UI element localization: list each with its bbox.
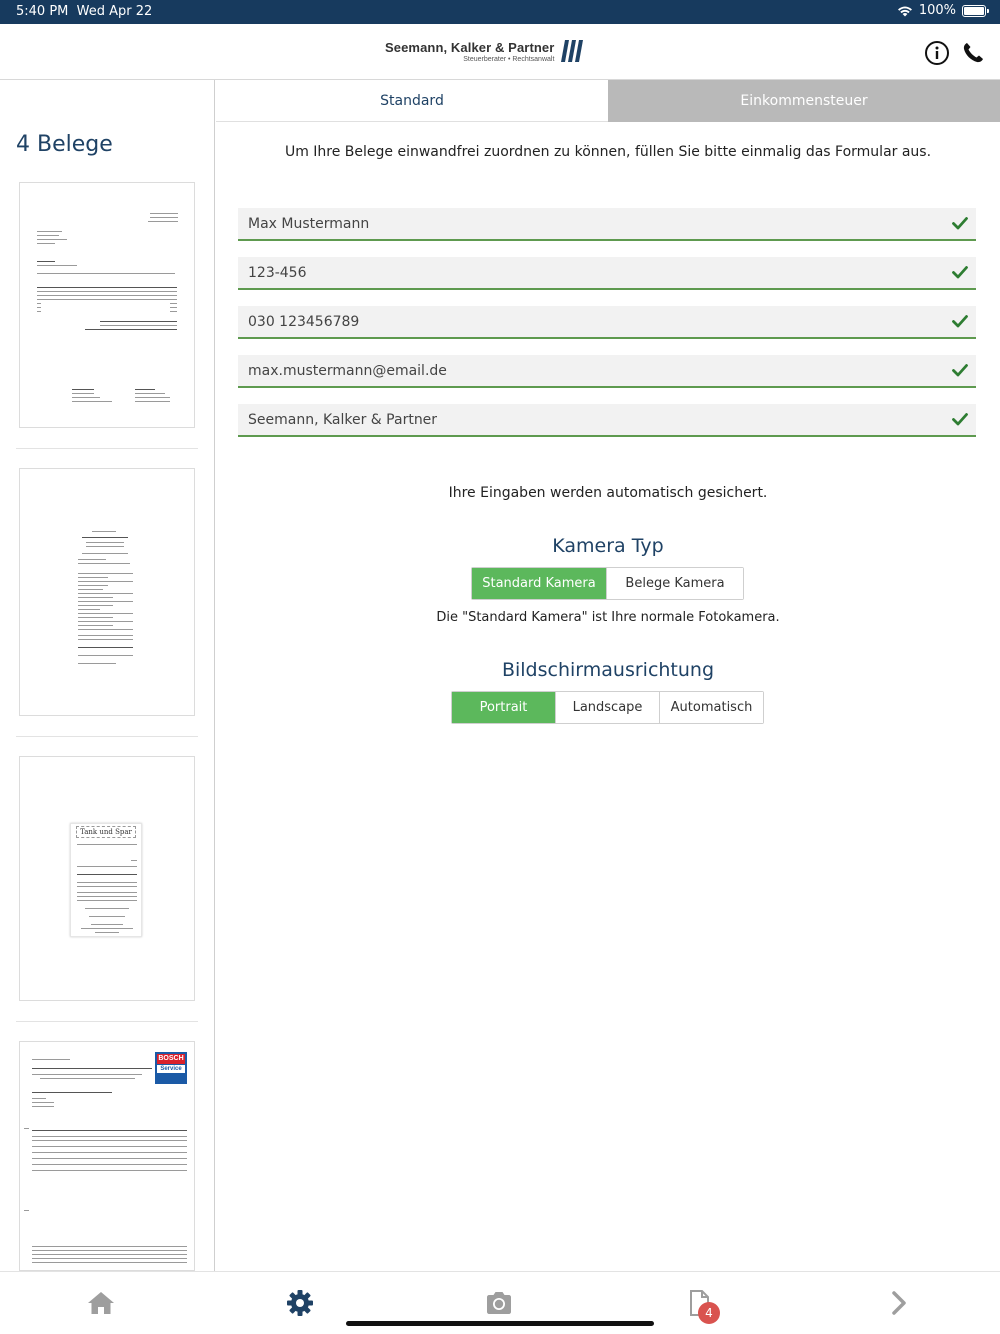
landscape-button[interactable]: Landscape (556, 692, 660, 723)
document-count-badge: 4 (698, 1302, 720, 1324)
check-icon (952, 314, 968, 328)
client-number-input[interactable] (238, 257, 938, 288)
home-icon[interactable] (86, 1288, 116, 1318)
tank-und-spar-label: Tank und Spar (76, 826, 136, 838)
thumb-tank-und-spar[interactable] (19, 756, 195, 1001)
tab-standard[interactable]: Standard (216, 80, 608, 122)
portrait-button[interactable]: Portrait (452, 692, 556, 723)
form-intro-text: Um Ihre Belege einwandfrei zuordnen zu können, füllen Sie bitte einmalig das Formular aus. (284, 144, 932, 160)
home-indicator (346, 1321, 654, 1326)
email-input[interactable] (238, 355, 938, 386)
app-header (0, 24, 1000, 80)
camera-icon[interactable] (484, 1288, 514, 1318)
check-icon (952, 265, 968, 279)
belege-count-title: 4 Belege (16, 132, 113, 157)
bosch-logo (155, 1052, 187, 1084)
battery-percent: 100% (918, 3, 956, 18)
check-icon (952, 363, 968, 377)
status-time: 5:40 PM Wed Apr 22 (16, 4, 153, 19)
thumb-bosch-service[interactable] (19, 1041, 195, 1271)
tab-bar (216, 80, 1000, 122)
phone-input[interactable] (238, 306, 938, 337)
autosave-note: Ihre Eingaben werden automatisch gesichert. (448, 485, 768, 501)
client-number-field (238, 257, 976, 290)
tab-einkommensteuer[interactable]: Einkommensteuer (608, 80, 1000, 122)
automatisch-button[interactable]: Automatisch (660, 692, 763, 723)
bosch-logo-bottom: Service (157, 1065, 185, 1073)
advisor-input[interactable] (238, 404, 938, 435)
belege-sidebar (0, 80, 215, 1271)
belege-camera-button[interactable]: Belege Kamera (607, 568, 743, 599)
company-logo (385, 38, 586, 64)
logo-stripes-icon (560, 38, 586, 64)
name-field (238, 208, 976, 241)
logo-name: Seemann, Kalker & Partner (385, 39, 555, 55)
check-icon (952, 412, 968, 426)
status-bar (0, 0, 1000, 24)
thumb-restaurant[interactable] (19, 468, 195, 716)
phone-field (238, 306, 976, 339)
battery-icon (962, 5, 986, 17)
email-field (238, 355, 976, 388)
camera-description: Die "Standard Kamera" ist Ihre normale Fotokamera. (436, 610, 780, 625)
info-icon[interactable] (924, 40, 950, 66)
wifi-icon (897, 5, 913, 17)
check-icon (952, 216, 968, 230)
chevron-right-icon[interactable] (884, 1288, 914, 1318)
camera-type-title: Kamera Typ (552, 535, 664, 557)
bosch-logo-top: BOSCH (158, 1055, 184, 1062)
orientation-title: Bildschirmausrichtung (501, 659, 715, 681)
orientation-selector (451, 691, 764, 724)
thumb-rechnung[interactable] (19, 182, 195, 428)
standard-camera-button[interactable]: Standard Kamera (472, 568, 607, 599)
gear-icon[interactable] (285, 1288, 315, 1318)
camera-type-selector (471, 567, 744, 600)
status-right (897, 3, 986, 18)
logo-subtitle: Steuerberater • Rechtsanwalt (463, 55, 555, 63)
name-input[interactable] (238, 208, 938, 239)
phone-icon[interactable] (960, 40, 986, 66)
advisor-field (238, 404, 976, 437)
